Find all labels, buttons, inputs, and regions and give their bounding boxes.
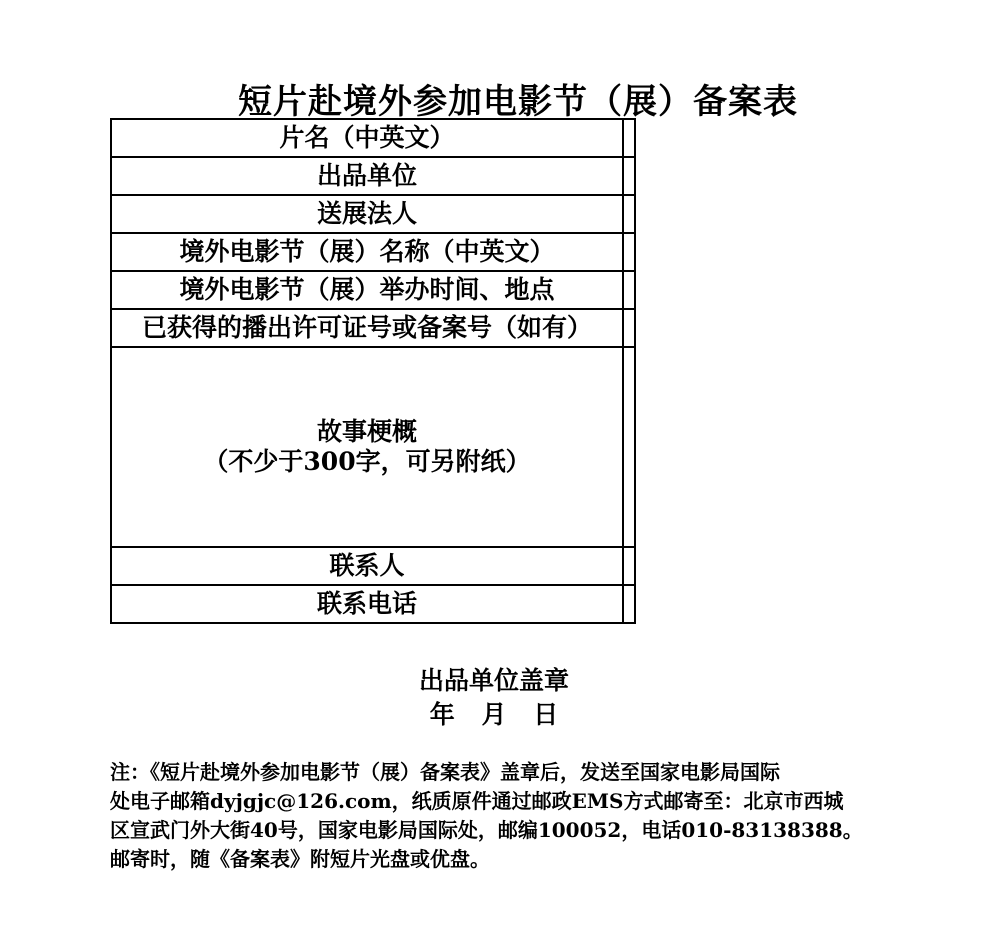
filing-form-table bbox=[110, 118, 636, 624]
date-line bbox=[336, 698, 652, 732]
festival-time-place-field[interactable] bbox=[623, 271, 635, 309]
field-label: 出品单位 bbox=[111, 157, 623, 195]
contact-phone-field[interactable] bbox=[623, 585, 635, 623]
field-label: 境外电影节（展）举办时间、地点 bbox=[111, 271, 623, 309]
field-label: 已获得的播出许可证号或备案号（如有） bbox=[111, 309, 623, 347]
synopsis-label: 故事梗概 bbox=[316, 417, 417, 446]
license-number-field[interactable] bbox=[623, 309, 635, 347]
field-label: 送展法人 bbox=[111, 195, 623, 233]
field-label: 境外电影节（展）名称（中英文） bbox=[111, 233, 623, 271]
field-label: 片名（中英文） bbox=[111, 119, 623, 157]
note-line: 注：《短片赴境外参加电影节（展）备案表》盖章后，发送至国家电影局国际 bbox=[110, 760, 780, 784]
contact-person-field[interactable] bbox=[623, 547, 635, 585]
form-row-synopsis bbox=[111, 347, 635, 547]
date-year: 年 bbox=[429, 700, 455, 729]
date-month: 月 bbox=[481, 700, 507, 729]
synopsis-hint: （不少于300字，可另附纸） bbox=[203, 447, 531, 476]
date-day: 日 bbox=[533, 700, 559, 729]
document-title: 短片赴境外参加电影节（展）备案表 bbox=[238, 82, 798, 122]
stamp-label: 出品单位盖章 bbox=[418, 666, 569, 695]
stamp-section bbox=[336, 664, 652, 732]
form-row-festival-time-place bbox=[111, 271, 635, 309]
form-row-producer bbox=[111, 157, 635, 195]
form-row-license-number bbox=[111, 309, 635, 347]
form-row-festival-name bbox=[111, 233, 635, 271]
field-label: 联系电话 bbox=[111, 585, 623, 623]
form-row-contact-person bbox=[111, 547, 635, 585]
note-line: 邮寄时，随《备案表》附短片光盘或优盘。 bbox=[110, 847, 490, 871]
film-title-field[interactable] bbox=[623, 119, 635, 157]
legal-representative-field[interactable] bbox=[623, 195, 635, 233]
form-row-legal-representative bbox=[111, 195, 635, 233]
note-paragraph bbox=[110, 758, 950, 874]
synopsis-field[interactable] bbox=[623, 347, 635, 547]
form-row-film-title bbox=[111, 119, 635, 157]
form-row-contact-phone bbox=[111, 585, 635, 623]
field-label: 联系人 bbox=[111, 547, 623, 585]
producer-field[interactable] bbox=[623, 157, 635, 195]
note-line: 区宣武门外大街40号，国家电影局国际处，邮编100052，电话010-83138388。 bbox=[110, 818, 863, 842]
synopsis-label-cell bbox=[111, 347, 623, 547]
note-line: 处电子邮箱dyjgjc@126.com，纸质原件通过邮政EMS方式邮寄至：北京市西城 bbox=[110, 789, 844, 813]
festival-name-field[interactable] bbox=[623, 233, 635, 271]
